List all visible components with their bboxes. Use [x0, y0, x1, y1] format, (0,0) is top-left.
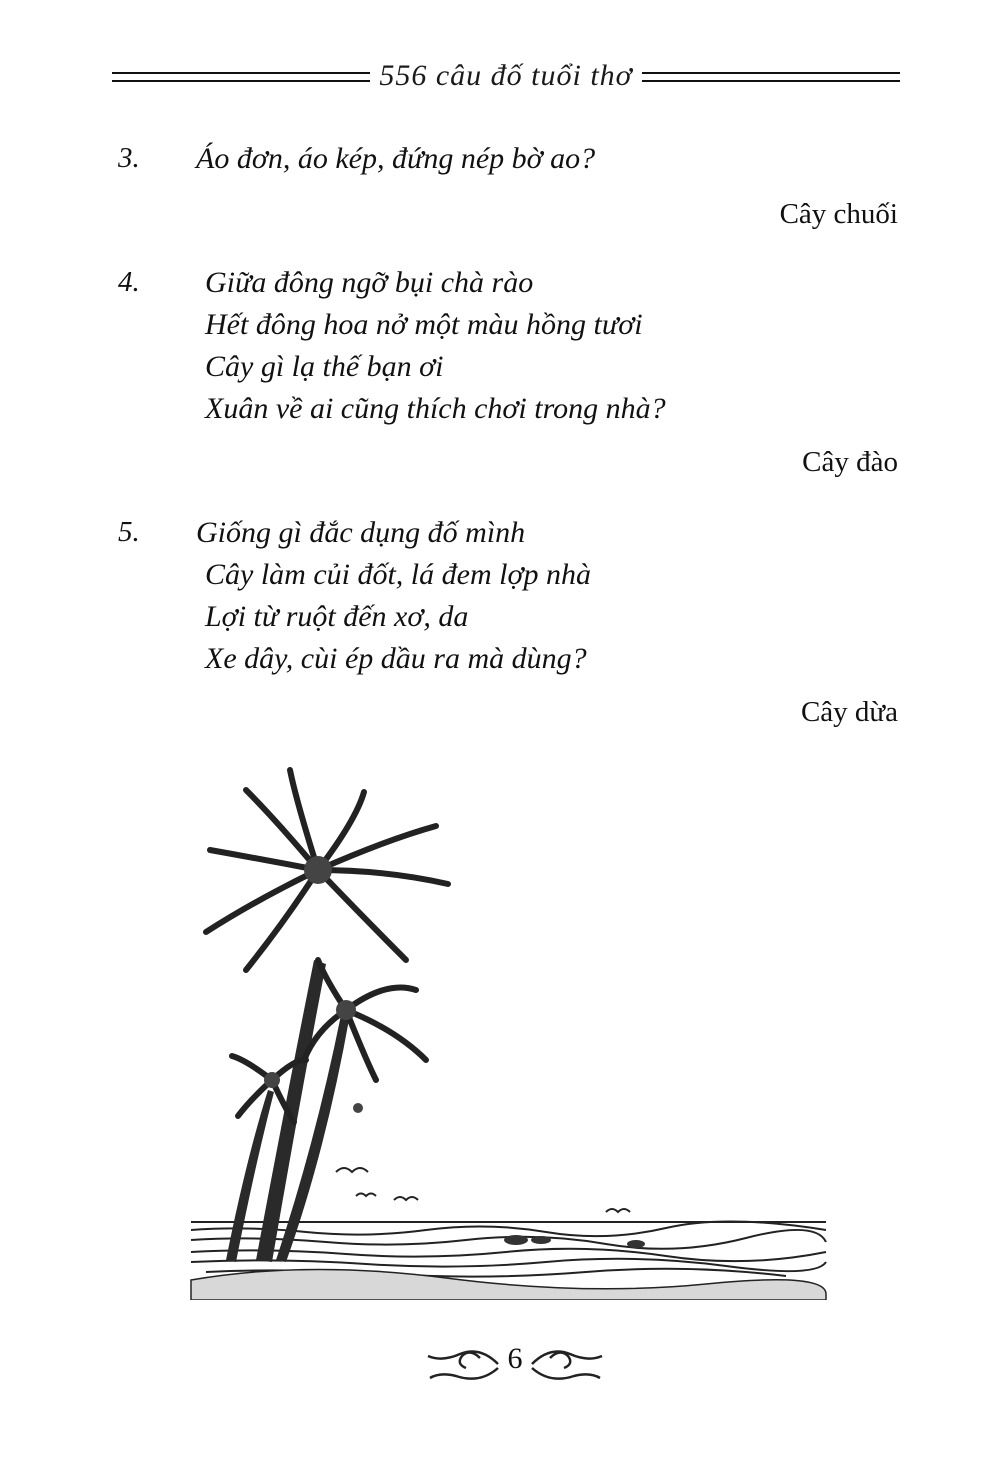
book-title: 556 câu đố tuổi thơ — [374, 58, 638, 94]
riddle-line: Cây làm củi đốt, lá đem lợp nhà — [205, 558, 591, 591]
riddle-number: 4. — [118, 266, 140, 298]
beach-shore — [191, 1269, 826, 1300]
header-rule-right-top — [642, 72, 900, 74]
riddle-number: 5. — [118, 516, 140, 548]
header-rule-left-top — [112, 72, 370, 74]
riddle-line: Xe dây, cùi ép dầu ra mà dùng? — [205, 642, 587, 675]
riddle-line: Giữa đông ngỡ bụi chà rào — [205, 266, 534, 299]
riddle-line: Hết đông hoa nở một màu hồng tươi — [205, 308, 643, 341]
riddle-number: 3. — [118, 142, 140, 174]
riddle-answer: Cây chuối — [779, 198, 898, 230]
riddle-line: Giống gì đắc dụng đố mình — [196, 516, 526, 549]
coconut-palm-illustration — [186, 760, 830, 1300]
seagulls — [336, 1168, 630, 1212]
running-header — [112, 58, 900, 94]
header-rule-left-bottom — [112, 80, 370, 82]
riddle-answer: Cây đào — [802, 446, 898, 478]
header-rule-right-bottom — [642, 80, 900, 82]
riddle-answer: Cây dừa — [800, 696, 898, 728]
riddle-line: Áo đơn, áo kép, đứng nép bờ ao? — [196, 142, 596, 175]
palm-fronds — [206, 770, 448, 1122]
riddle-line: Cây gì lạ thế bạn ơi — [205, 350, 444, 383]
page-footer — [420, 1328, 610, 1398]
riddle-line: Xuân về ai cũng thích chơi trong nhà? — [205, 392, 666, 425]
riddle-line: Lợi từ ruột đến xơ, da — [205, 600, 469, 633]
page-number: 6 — [507, 1342, 523, 1375]
